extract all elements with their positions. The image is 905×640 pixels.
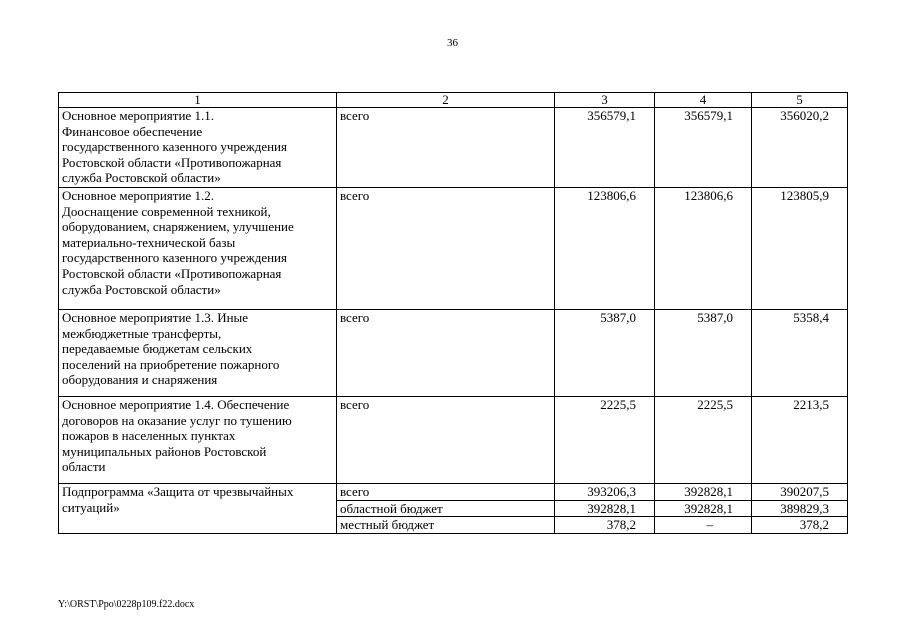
- page-number: 36: [447, 37, 458, 49]
- activity-name-cell: [59, 397, 337, 484]
- funding-source-cell: всего: [337, 188, 555, 310]
- activity-name-cell: [59, 108, 337, 188]
- value-col-4: 356579,1: [655, 108, 752, 188]
- value-col-3: 5387,0: [555, 310, 655, 397]
- value-col-5: 389829,3: [752, 500, 848, 517]
- table-row: [59, 397, 848, 484]
- column-header-4: 4: [655, 93, 752, 108]
- value-col-5: 356020,2: [752, 108, 848, 188]
- table-row: [59, 108, 848, 188]
- value-col-5: 378,2: [752, 517, 848, 534]
- funding-source-cell: всего: [337, 108, 555, 188]
- column-header-5: 5: [752, 93, 848, 108]
- value-col-3: 392828,1: [555, 500, 655, 517]
- value-col-4: 2225,5: [655, 397, 752, 484]
- activity-name: Основное мероприятие 1.2. Дооснащение современной техникой, оборудованием, снаряжением, улучшение материально-технической базы государственного казенного учреждения Ростовской области «Противопожарная служба Ростовской области»: [62, 188, 294, 297]
- funding-source-cell: областной бюджет: [337, 500, 555, 517]
- value-col-3: 123806,6: [555, 188, 655, 310]
- activity-name-cell: [59, 188, 337, 310]
- activity-name: Основное мероприятие 1.3. Иные межбюджетные трансферты, передаваемые бюджетам сельских поселений на приобретение пожарного оборудования и снаряжения: [62, 310, 280, 388]
- document-file-path: Y:\ORST\Ppo\0228p109.f22.docx: [58, 599, 195, 610]
- budget-table: [58, 92, 848, 534]
- value-col-4: 392828,1: [655, 484, 752, 501]
- column-header-3: 3: [555, 93, 655, 108]
- subprogram-row-total: [59, 484, 848, 501]
- funding-source-cell: местный бюджет: [337, 517, 555, 534]
- funding-source-cell: всего: [337, 397, 555, 484]
- activity-name: Основное мероприятие 1.1. Финансовое обеспечение государственного казенного учреждения Ростовской области «Противопожарная служба Ростовской области»: [62, 108, 287, 186]
- funding-source-cell: всего: [337, 484, 555, 501]
- value-col-3: 2225,5: [555, 397, 655, 484]
- column-header-2: 2: [337, 93, 555, 108]
- funding-source-cell: всего: [337, 310, 555, 397]
- value-col-5: 390207,5: [752, 484, 848, 501]
- table-header-row: [59, 93, 848, 108]
- value-col-4: 5387,0: [655, 310, 752, 397]
- value-col-4: –: [655, 517, 752, 534]
- activity-name: Основное мероприятие 1.4. Обеспечение договоров на оказание услуг по тушению пожаров в населенных пунктах муниципальных районов Ростовской области: [62, 397, 292, 475]
- value-col-4: 123806,6: [655, 188, 752, 310]
- table-row: [59, 310, 848, 397]
- value-col-4: 392828,1: [655, 500, 752, 517]
- value-col-5: 5358,4: [752, 310, 848, 397]
- subprogram-name: Подпрограмма «Защита от чрезвычайных ситуаций»: [62, 484, 294, 515]
- table-row: [59, 188, 848, 310]
- value-col-3: 393206,3: [555, 484, 655, 501]
- column-header-1: 1: [59, 93, 337, 108]
- subprogram-name-cell: [59, 484, 337, 534]
- value-col-5: 123805,9: [752, 188, 848, 310]
- value-col-5: 2213,5: [752, 397, 848, 484]
- value-col-3: 378,2: [555, 517, 655, 534]
- value-col-3: 356579,1: [555, 108, 655, 188]
- activity-name-cell: [59, 310, 337, 397]
